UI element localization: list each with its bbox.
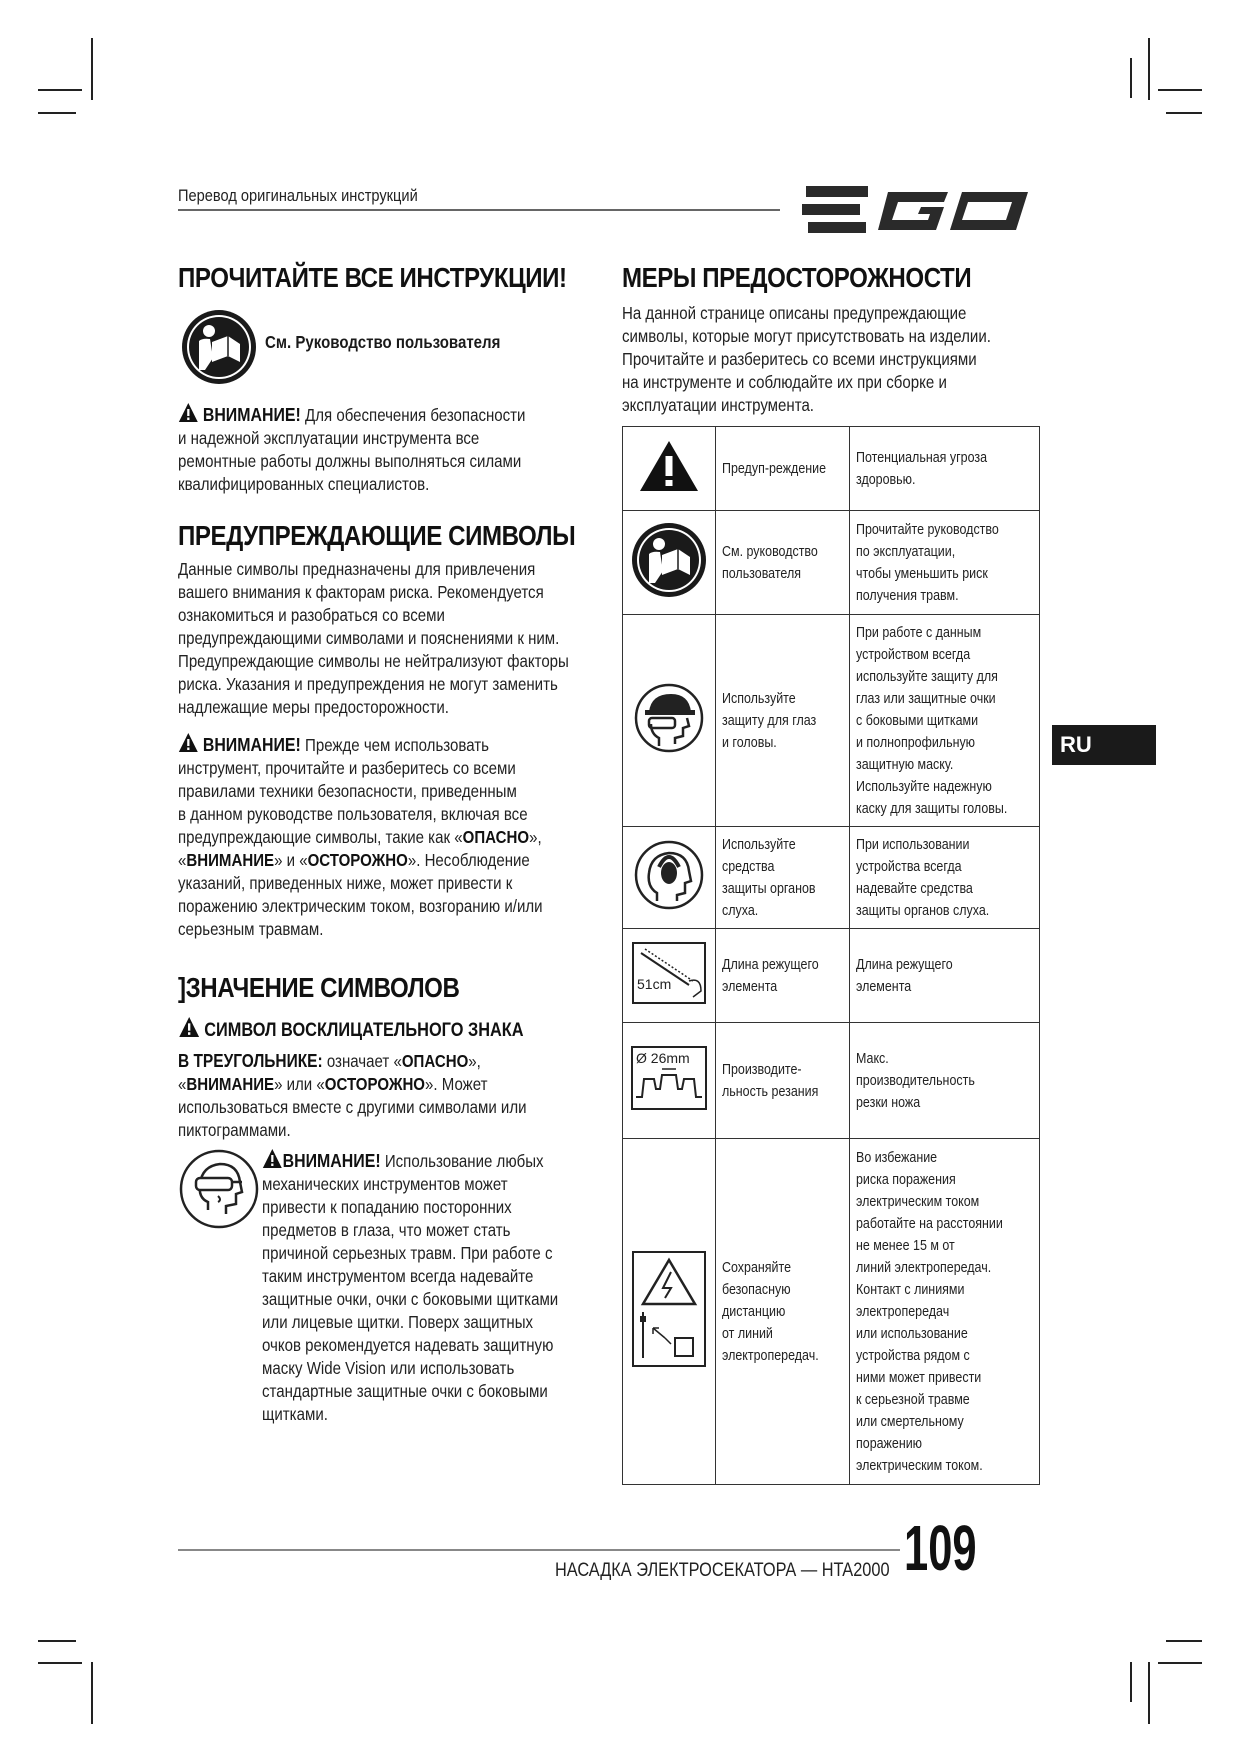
crop-mark	[1130, 1662, 1132, 1702]
symbol-cell	[623, 1023, 716, 1139]
crop-mark	[91, 38, 93, 100]
paragraph-line: правилами техники безопасности, приведенным	[178, 781, 517, 801]
symbol-cell	[623, 929, 716, 1023]
symbol-desc-cell	[849, 615, 1039, 827]
paragraph-line: маску Wide Vision или использовать	[262, 1358, 515, 1378]
text-run: означает «	[322, 1051, 402, 1071]
eye-protection-icon	[178, 1148, 260, 1230]
ego-logo	[802, 182, 1034, 238]
crop-mark	[1158, 1662, 1202, 1664]
paragraph-line	[178, 1073, 527, 1096]
paragraph-line: предупреждающими символами и пояснениями к ним.	[178, 628, 560, 648]
paragraph-line: или лицевые щитки. Поверх защитных	[262, 1312, 534, 1332]
cell-line: линий электропередач.	[855, 1259, 992, 1276]
warning-symbols-warning	[178, 732, 543, 941]
text-run: ». Может	[425, 1074, 488, 1094]
symbol-name-cell	[715, 827, 849, 929]
text-run: «	[178, 1074, 187, 1094]
paragraph-line: На данной странице описаны предупреждающие	[622, 303, 967, 323]
symbol-name-cell	[715, 511, 849, 615]
paragraph-line: указаний, приведенных ниже, может привести к	[178, 873, 513, 893]
paragraph-line: механических инструментов может	[262, 1174, 508, 1194]
manual-label: См. Руководство пользователя	[265, 332, 501, 352]
symbol-meaning-title: ]ЗНАЧЕНИЕ СИМВОЛОВ	[178, 972, 460, 1003]
header-rule	[178, 209, 780, 211]
cell-line: Производите-	[721, 1061, 802, 1078]
symbol-desc-cell	[849, 1139, 1039, 1485]
cell-line: безопасную	[721, 1281, 791, 1298]
crop-mark	[38, 89, 82, 91]
cell-line: электрическим током	[855, 1193, 980, 1210]
cell-line: льность резания	[721, 1083, 819, 1100]
cutting-capacity-label: Ø 26mm	[635, 1050, 690, 1066]
table-row	[623, 1139, 1040, 1485]
cell-line: и полнопрофильную	[855, 734, 975, 751]
precautions-intro	[622, 302, 991, 417]
symbol-name-cell	[715, 615, 849, 827]
cell-line: или использование	[855, 1325, 968, 1342]
attention-keyword: ВНИМАНИЕ	[186, 850, 275, 870]
paragraph-line: причиной серьезных травм. При работе с	[262, 1243, 553, 1263]
cell-line: Используйте	[721, 690, 796, 707]
cell-line: от линий	[721, 1325, 773, 1342]
warning-label: ВНИМАНИЕ!	[202, 404, 301, 425]
paragraph-line: надлежащие меры предосторожности.	[178, 697, 449, 717]
cell-line: риска поражения	[855, 1171, 956, 1188]
symbol-desc-cell	[849, 511, 1039, 615]
cell-line: защиту для глаз	[721, 712, 817, 729]
warning-label: ВНИМАНИЕ!	[282, 1150, 381, 1171]
paragraph-line: пиктограммами.	[178, 1120, 291, 1140]
symbol-cell	[623, 827, 716, 929]
cell-line: Во избежание	[855, 1149, 937, 1166]
paragraph-line: использоваться вместе с другими символами или	[178, 1097, 527, 1117]
header-text: Перевод оригинальных инструкций	[178, 186, 418, 205]
paragraph-line: символы, которые могут присутствовать на изделии.	[622, 326, 991, 346]
crop-mark	[38, 112, 76, 114]
cutting-capacity-icon	[630, 1045, 708, 1111]
table-row	[623, 827, 1040, 929]
cell-line: защиты органов	[721, 880, 816, 897]
cell-line: элемента	[855, 978, 912, 995]
cell-line: к серьезной травме	[855, 1391, 970, 1408]
cell-line: не менее 15 м от	[855, 1237, 955, 1254]
cutting-length-label: 51cm	[636, 976, 672, 992]
cell-line: производительность	[855, 1072, 975, 1089]
cell-line: работайте на расстоянии	[855, 1215, 1003, 1232]
paragraph-line: поражению электрическим током, возгоранию и/или	[178, 896, 543, 916]
footer-product: НАСАДКА ЭЛЕКТРОСЕКАТОРА — HTA2000	[555, 1560, 890, 1581]
symbol-name-cell	[715, 1139, 849, 1485]
cell-line: Сохраняйте	[721, 1259, 791, 1276]
paragraph-line	[178, 826, 543, 849]
crop-mark	[91, 1662, 93, 1724]
cell-line: поражению	[855, 1435, 922, 1452]
cell-line: электропередач	[855, 1303, 950, 1320]
cell-line: Предуп-реждение	[721, 460, 826, 477]
symbol-cell	[623, 427, 716, 511]
crop-mark	[1158, 89, 1202, 91]
warning-triangle-icon	[178, 402, 199, 423]
cell-line: Макс.	[855, 1050, 889, 1067]
caution-keyword: ОСТОРОЖНО	[324, 1074, 426, 1094]
cell-line: и головы.	[721, 734, 777, 751]
cell-line: При использовании	[855, 836, 970, 853]
symbol-subtitle: СИМВОЛ ВОСКЛИЦАТЕЛЬНОГО ЗНАКА	[204, 1020, 524, 1041]
paragraph-line: на инструменте и соблюдайте их при сборке и	[622, 372, 947, 392]
warning-text: квалифицированных специалистов.	[178, 474, 430, 494]
cell-line: с боковыми щитками	[855, 712, 978, 729]
language-tab	[1052, 725, 1156, 765]
cell-line: резки ножа	[855, 1094, 921, 1111]
symbols-table	[622, 426, 1040, 1485]
exclamation-symbol-heading	[178, 1016, 524, 1042]
cell-line: здоровью.	[855, 471, 916, 488]
table-row	[623, 1023, 1040, 1139]
symbol-name-cell	[715, 427, 849, 511]
paragraph-line: Данные символы предназначены для привлечения	[178, 559, 536, 579]
language-tab-label: RU	[1060, 732, 1092, 757]
cell-line: При работе с данным	[855, 624, 982, 641]
text-run: »,	[529, 827, 542, 847]
cell-line: Потенциальная угроза	[855, 449, 987, 466]
paragraph-line: щитками.	[262, 1404, 328, 1424]
warning-triangle-icon	[638, 439, 700, 493]
symbol-cell	[623, 1139, 716, 1485]
paragraph-line: очков рекомендуется надевать защитную	[262, 1335, 554, 1355]
paragraph-line: Использование любых	[384, 1151, 544, 1171]
crop-mark	[1148, 38, 1150, 100]
cell-line: получения травм.	[855, 587, 959, 604]
crop-mark	[1166, 112, 1202, 114]
symbol-name-cell	[715, 1023, 849, 1139]
symbol-name-cell	[715, 929, 849, 1023]
symbol-desc-cell	[849, 1023, 1039, 1139]
warning-text: ремонтные работы должны выполняться силами	[178, 451, 522, 471]
crop-mark	[38, 1640, 76, 1642]
crop-mark	[1148, 1662, 1150, 1724]
paragraph-line: привести к попаданию посторонних	[262, 1197, 512, 1217]
warning-text: Для обеспечения безопасности	[305, 405, 526, 425]
read-manual-icon	[630, 521, 708, 599]
paragraph-line: Предупреждающие символы не нейтрализуют факторы	[178, 651, 569, 671]
precautions-title: МЕРЫ ПРЕДОСТОРОЖНОСТИ	[622, 262, 972, 293]
cell-line: защитную маску.	[855, 756, 954, 773]
warning-symbols-title: ПРЕДУПРЕЖДАЮЩИЕ СИМВОЛЫ	[178, 520, 576, 551]
cell-line: чтобы уменьшить риск	[855, 565, 988, 582]
symbol-meaning-text	[178, 1050, 527, 1142]
paragraph-line: серьезным травмам.	[178, 919, 324, 939]
warning-triangle-icon	[262, 1148, 283, 1169]
cell-line: по эксплуатации,	[855, 543, 956, 560]
crop-mark	[1130, 58, 1132, 98]
warning-triangle-icon	[178, 1016, 200, 1038]
cell-line: слуха.	[721, 902, 759, 919]
eye-head-protection-icon	[633, 682, 705, 754]
caution-keyword: ОСТОРОЖНО	[307, 850, 408, 870]
symbol-desc-cell	[849, 827, 1039, 929]
paragraph-line: стандартные защитные очки с боковыми	[262, 1381, 548, 1401]
paragraph-line: таким инструментом всегда надевайте	[262, 1266, 534, 1286]
paragraph-line: ознакомиться и разобраться со всеми	[178, 605, 445, 625]
page-number: 109	[904, 1512, 977, 1584]
cell-line: Длина режущего	[721, 956, 819, 973]
cell-line: ними может привести	[855, 1369, 982, 1386]
warning-symbols-text	[178, 558, 569, 719]
read-all-title: ПРОЧИТАЙТЕ ВСЕ ИНСТРУКЦИИ!	[178, 262, 567, 293]
cell-line: каску для защиты головы.	[855, 800, 1008, 817]
cell-line: электропередач.	[721, 1347, 819, 1364]
cell-line: См. руководство	[721, 543, 818, 560]
warning-triangle-icon	[178, 732, 199, 753]
symbol-cell	[623, 615, 716, 827]
paragraph-line: эксплуатации инструмента.	[622, 395, 814, 415]
cell-line: Длина режущего	[855, 956, 953, 973]
footer-rule	[178, 1549, 900, 1551]
paragraph-line: предметов в глаза, что может стать	[262, 1220, 511, 1240]
cell-line: устройства рядом с	[855, 1347, 970, 1364]
crop-mark	[1166, 1640, 1202, 1642]
cell-line: средства	[721, 858, 775, 875]
eye-warning	[262, 1148, 558, 1426]
cell-line: используйте защиту для	[855, 668, 998, 685]
paragraph-line: вашего внимания к факторам риска. Рекомендуется	[178, 582, 544, 602]
cell-line: устройством всегда	[855, 646, 971, 663]
table-row	[623, 929, 1040, 1023]
cell-line: защиты органов слуха.	[855, 902, 990, 919]
cell-line: Прочитайте руководство	[855, 521, 999, 538]
text-run: »,	[468, 1051, 481, 1071]
cell-line: надевайте средства	[855, 880, 973, 897]
text-run: «	[178, 850, 187, 870]
paragraph-line: риска. Указания и предупреждения не могут заменить	[178, 674, 558, 694]
paragraph-line: Прежде чем использовать	[305, 735, 490, 755]
cell-line: электрическим током.	[855, 1457, 983, 1474]
symbol-desc-cell	[849, 929, 1039, 1023]
table-row	[623, 511, 1040, 615]
symbol-desc-cell	[849, 427, 1039, 511]
cell-line: Контакт с линиями	[855, 1281, 965, 1298]
paragraph-line: защитные очки, очки с боковыми щитками	[262, 1289, 559, 1309]
paragraph-line	[178, 1050, 527, 1073]
warning-text: и надежной эксплуатации инструмента все	[178, 428, 480, 448]
cutting-length-icon	[631, 941, 707, 1005]
paragraph-line: Прочитайте и разберитесь со всеми инструкциями	[622, 349, 977, 369]
cell-line: Используйте надежную	[855, 778, 992, 795]
text-run: ». Несоблюдение	[407, 850, 530, 870]
symbol-cell	[623, 511, 716, 615]
cell-line: или смертельному	[855, 1413, 964, 1430]
cell-line: глаз или защитные очки	[855, 690, 996, 707]
cell-line: дистанцию	[721, 1303, 786, 1320]
table-row	[623, 427, 1040, 511]
cell-line: элемента	[721, 978, 778, 995]
read-manual-icon	[180, 308, 258, 386]
in-triangle-label: В ТРЕУГОЛЬНИКЕ:	[178, 1051, 323, 1071]
text-run: » и «	[274, 850, 308, 870]
paragraph-line: в данном руководстве пользователя, включая все	[178, 804, 528, 824]
cell-line: Используйте	[721, 836, 796, 853]
danger-keyword: ОПАСНО	[462, 827, 530, 847]
paragraph-line: инструмент, прочитайте и разберитесь со всеми	[178, 758, 516, 778]
crop-mark	[38, 1662, 82, 1664]
read-all-warning	[178, 402, 525, 496]
text-run: » или «	[274, 1074, 325, 1094]
danger-keyword: ОПАСНО	[401, 1051, 469, 1071]
cell-line: пользователя	[721, 565, 801, 582]
attention-keyword: ВНИМАНИЕ	[186, 1074, 275, 1094]
text-run: предупреждающие символы, такие как «	[178, 827, 463, 847]
power-line-distance-icon	[631, 1250, 707, 1368]
paragraph-line	[178, 849, 543, 872]
table-row	[623, 615, 1040, 827]
warning-label: ВНИМАНИЕ!	[202, 734, 301, 755]
cell-line: устройства всегда	[855, 858, 962, 875]
hearing-protection-icon	[633, 839, 705, 911]
